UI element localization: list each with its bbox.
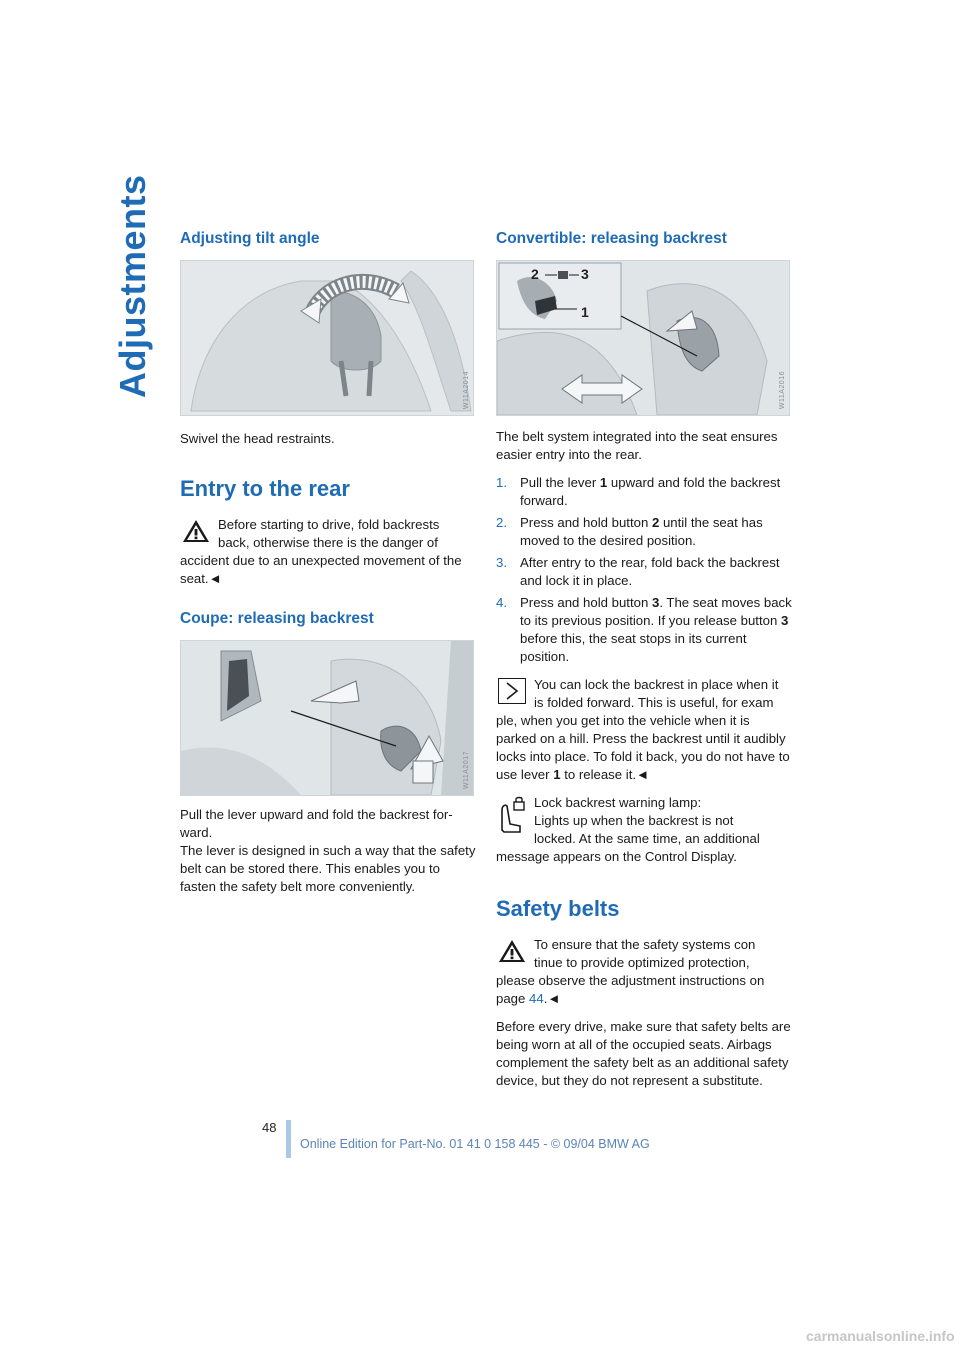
coupe-paragraph-2: The lever is designed in such a way that the safety belt can be stored there. This enables you to fasten the safety belt more conveniently.: [180, 843, 476, 894]
belts-warning-line2: tinue to provide optimized protection,: [534, 955, 750, 970]
lamp-line2: Lights up when the backrest is not: [534, 813, 734, 828]
entry-warning-line1: Before starting to drive, fold backrests: [218, 517, 440, 532]
step-item: 4. Press and hold button 3. The seat moves back to its previous position. If you release button 3 before this, the seat stops in its current position.: [496, 595, 792, 664]
entry-warning-note: [180, 516, 476, 588]
step-item: 3. After entry to the rear, fold back the backrest and lock it in place.: [496, 555, 780, 588]
page-link[interactable]: 44: [529, 991, 544, 1006]
entry-warning-line2: back, otherwise there is the danger of: [218, 535, 438, 550]
belts-warning-note: [496, 936, 792, 1008]
coupe-backrest-illustration: [181, 641, 473, 795]
step-item: 1. Pull the lever 1 upward and fold the backrest forward.: [496, 475, 781, 508]
backrest-lock-lamp-icon: [496, 796, 528, 836]
lamp-line1: Lock backrest warning lamp:: [534, 795, 702, 810]
coupe-paragraph-1: Pull the lever upward and fold the backrest forward.: [180, 807, 453, 840]
tip-note: [496, 676, 792, 784]
entry-heading: Entry to the rear: [180, 476, 350, 501]
page-number: 48: [262, 1120, 277, 1135]
head-restraint-figure: [180, 260, 474, 416]
belts-paragraph: Before every drive, make sure that safety belts are being worn at all of the occupied seats. Airbags complement the safety belt as an additional safety device, but they do not represent a substitute.: [496, 1019, 791, 1088]
head-restraint-illustration: [181, 261, 473, 415]
convertible-steps: [496, 474, 792, 666]
callout-3: 3: [581, 266, 589, 282]
coupe-backrest-figure: [180, 640, 474, 796]
tilt-heading: Adjusting tilt angle: [180, 230, 320, 247]
convertible-intro: The belt system integrated into the seat ensures easier entry into the rear.: [496, 429, 778, 462]
safety-belts-heading: Safety belts: [496, 896, 620, 921]
belts-warning-line1: To ensure that the safety systems con: [534, 937, 756, 952]
figure-code: W11A2017: [463, 750, 470, 789]
section-side-title: [112, 174, 160, 398]
tip-line1: You can lock the backrest in place when it: [534, 677, 779, 692]
footer-edition: Online Edition for Part-No. 01 41 0 158 445 - © 09/04 BMW AG: [300, 1137, 650, 1151]
convertible-heading: Convertible: releasing backrest: [496, 230, 727, 247]
section-title-text: Adjustments: [112, 174, 153, 398]
entry-warning-rest: accident due to an unexpected movement of the seat.◄: [180, 553, 462, 586]
lamp-line3: locked. At the same time, an additional: [534, 831, 760, 846]
left-column: [180, 230, 476, 906]
coupe-heading: Coupe: releasing backrest: [180, 610, 374, 627]
watermark: carmanualsonline.info: [806, 1328, 955, 1344]
tip-arrow-icon: [498, 678, 526, 704]
warning-lamp-note: [496, 794, 792, 866]
tip-line2: is folded forward. This is useful, for exam: [534, 695, 774, 710]
right-column: [496, 230, 792, 1100]
figure-code: W11A2014: [463, 370, 470, 409]
step-item: 2. Press and hold button 2 until the seat has moved to the desired position.: [496, 515, 763, 548]
lamp-rest: message appears on the Control Display.: [496, 849, 737, 864]
convertible-backrest-illustration: [497, 261, 789, 415]
tip-rest: ple, when you get into the vehicle when it is parked on a hill. Press the backrest until it audibly locks into place. To fold it back, you do not have to use lever 1 to release it.◄: [496, 713, 790, 782]
convertible-backrest-figure: [496, 260, 790, 416]
belts-warning-rest: please observe the adjustment instructions on page 44.◄: [496, 973, 765, 1006]
callout-1: 1: [581, 304, 589, 320]
footer-bar: [286, 1120, 291, 1158]
callout-2: 2: [531, 266, 539, 282]
warning-triangle-icon: [498, 938, 526, 964]
tilt-caption: Swivel the head restraints.: [180, 431, 335, 446]
figure-code: W11A2016: [779, 370, 786, 409]
warning-triangle-icon: [182, 518, 210, 544]
